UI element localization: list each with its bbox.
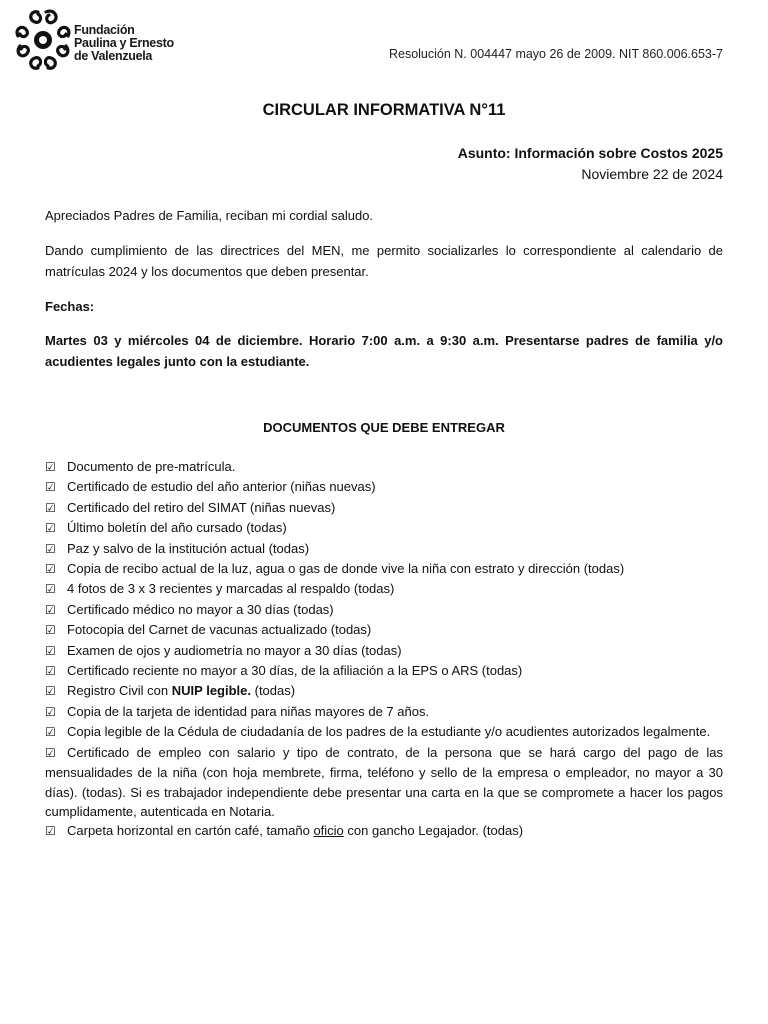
document-item [45, 661, 723, 681]
document-item [45, 702, 723, 722]
document-item-emphasis: NUIP legible. [171, 683, 251, 699]
checkbox-checked-icon: ☑ [45, 521, 56, 536]
document-item-text: Certificado del retiro del SIMAT (niñas nuevas) [67, 499, 336, 515]
checkbox-checked-icon: ☑ [45, 623, 56, 638]
document-item [45, 743, 723, 822]
checkbox-checked-icon: ☑ [45, 480, 56, 495]
logo-line-1: Fundación [74, 23, 135, 37]
checkbox-checked-icon: ☑ [45, 602, 56, 617]
intro-paragraph: Dando cumplimiento de las directrices del MEN, me permito socializarles lo correspondiente al calendario de matrículas 2024 y los documentos que deben presentar. [45, 243, 723, 279]
documents-list [45, 457, 723, 842]
document-item-text: Examen de ojos y audiometría no mayor a 30 días (todas) [67, 642, 402, 658]
checkbox-checked-icon: ☑ [45, 824, 56, 839]
document-item [45, 821, 723, 841]
document-item [45, 498, 723, 518]
document-item-text: Fotocopia del Carnet de vacunas actualizado (todas) [67, 622, 372, 638]
checkbox-checked-icon: ☑ [45, 582, 56, 597]
foundation-logo [10, 6, 174, 74]
checkbox-checked-icon: ☑ [45, 500, 56, 515]
checkbox-checked-icon: ☑ [45, 460, 56, 474]
foundation-logo-icon [10, 6, 76, 74]
document-item-text: (todas) [251, 683, 296, 699]
greeting: Apreciados Padres de Familia, reciban mi cordial saludo. [45, 208, 374, 223]
document-item [45, 457, 723, 477]
document-item [45, 477, 723, 497]
document-item [45, 579, 723, 599]
date-line: Noviembre 22 de 2024 [581, 166, 723, 182]
document-item [45, 539, 723, 559]
checkbox-checked-icon: ☑ [45, 664, 56, 679]
checkbox-checked-icon: ☑ [45, 684, 56, 699]
document-item-text: Copia de la tarjeta de identidad para niñas mayores de 7 años. [67, 703, 430, 719]
circular-title: CIRCULAR INFORMATIVA N°11 [262, 101, 506, 119]
document-item-text: Registro Civil con [67, 683, 172, 699]
checkbox-checked-icon: ☑ [45, 643, 56, 658]
dates-label: Fechas: [45, 299, 95, 314]
document-item-text: 4 fotos de 3 x 3 recientes y marcadas al respaldo (todas) [67, 581, 395, 597]
dates-paragraph: Martes 03 y miércoles 04 de diciembre. Horario 7:00 a.m. a 9:30 a.m. Presentarse padres de familia y/o acudientes legales junto con la estudiante. [45, 333, 723, 369]
document-item-text: Certificado reciente no mayor a 30 días, de la afiliación a la EPS o ARS (todas) [67, 663, 523, 679]
document-item [45, 620, 723, 640]
document-item-underlined: oficio [313, 823, 344, 839]
document-item-text: Certificado de estudio del año anterior (niñas nuevas) [67, 479, 376, 495]
document-item-text: Carpeta horizontal en cartón café, tamaño [67, 823, 314, 839]
document-item-text: Copia legible de la Cédula de ciudadanía de los padres de la estudiante y/o acudientes autorizados legalmente. [67, 724, 711, 740]
document-item [45, 681, 723, 701]
subject-line: Asunto: Información sobre Costos 2025 [457, 145, 723, 161]
document-item [45, 559, 723, 579]
checkbox-checked-icon: ☑ [45, 725, 56, 740]
document-item [45, 518, 723, 538]
documents-heading: DOCUMENTOS QUE DEBE ENTREGAR [263, 420, 505, 435]
document-item-text: Certificado de empleo con salario y tipo de contrato, de la persona que se hará cargo del pago de las mensualidades de la niña (con hoja membrete, firma, teléfono y sello de la empresa o empleador, no mayor a 30 días). (todas). Si es trabajador independiente debe presentar una carta en la que se compromete a hacer los pagos cumplidamente, autenticada en Notaria. [45, 744, 723, 819]
document-item [45, 722, 723, 742]
checkbox-checked-icon: ☑ [45, 562, 56, 577]
checkbox-checked-icon: ☑ [45, 704, 56, 719]
document-item-text: Copia de recibo actual de la luz, agua o gas de donde vive la niña con estrato y dirección (todas) [67, 561, 625, 577]
document-item-text: con gancho Legajador. (todas) [343, 823, 524, 839]
document-item-text: Documento de pre-matrícula. [67, 459, 236, 474]
checkbox-checked-icon: ☑ [45, 541, 56, 556]
logo-line-2: Paulina y Ernesto [74, 36, 174, 50]
document-item [45, 641, 723, 661]
document-item-text: Último boletín del año cursado (todas) [67, 520, 287, 536]
logo-line-3: de Valenzuela [74, 49, 153, 63]
document-item-text: Paz y salvo de la institución actual (todas) [67, 540, 310, 556]
document-item [45, 600, 723, 620]
logo-text [74, 24, 174, 63]
document-item-text: Certificado médico no mayor a 30 días (todas) [67, 601, 334, 617]
resolution-header: Resolución N. 004447 mayo 26 de 2009. NIT 860.006.653-7 [388, 47, 723, 61]
checkbox-checked-icon: ☑ [45, 745, 56, 760]
